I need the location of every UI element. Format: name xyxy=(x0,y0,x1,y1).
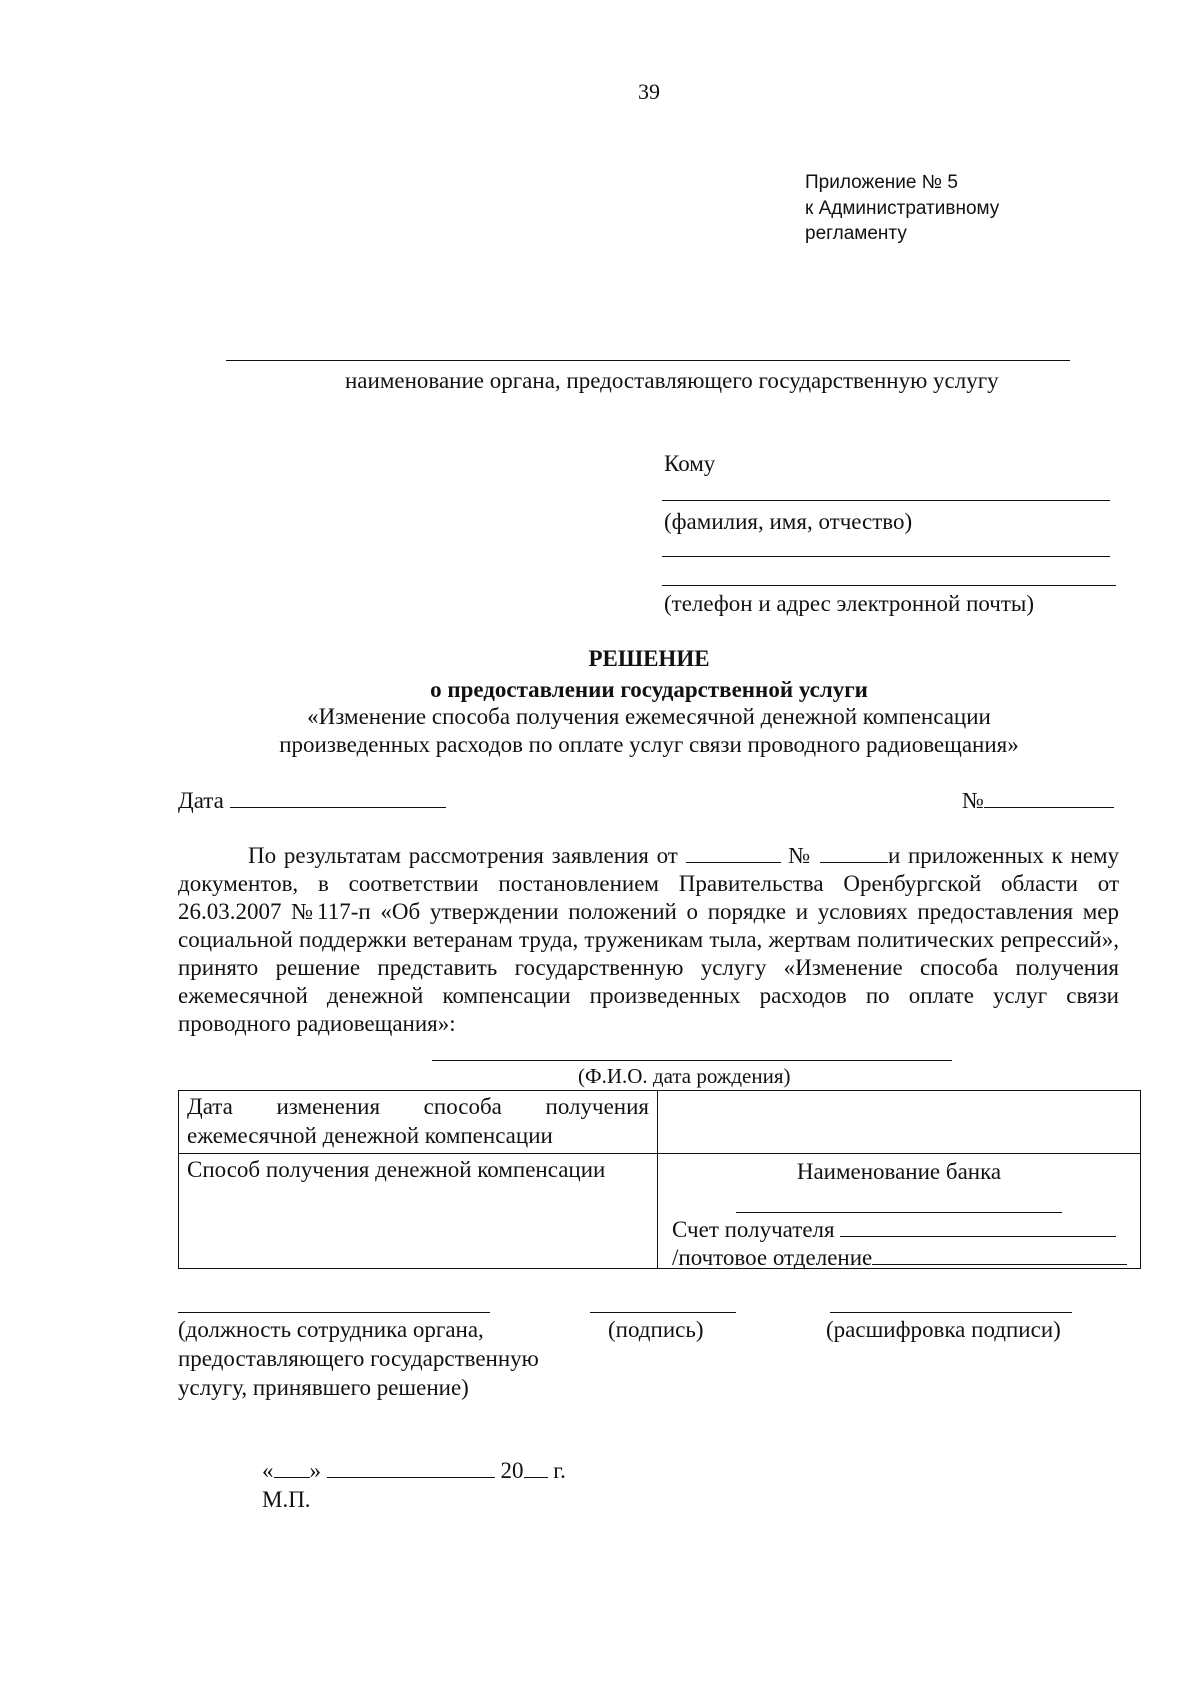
contact-line xyxy=(662,585,1116,586)
number-field xyxy=(962,787,1114,816)
method-value xyxy=(658,1153,1141,1268)
appendix-line-3: регламенту xyxy=(805,223,907,245)
recipient-line xyxy=(662,500,1110,501)
application-number-sign: № xyxy=(788,843,813,868)
transcript-line xyxy=(830,1312,1072,1313)
body-text-part-2: и приложенных к нему документов, в соответствии постановлением Правительства Оренбургской области от 26.03.2007 №117-п «Об утверждении положений о порядке и условиях предоставления мер социальной поддержки ветеранам труда, труженикам тыла, жертвам политических репрессий», принято решение представить государственную услугу «Изменение способа получения ежемесячной денежной компенсации произведенных расходов по оплате услуг связи проводного радиовещания»: xyxy=(178,843,1120,1037)
post-office-field xyxy=(672,1244,1127,1273)
application-date-blank xyxy=(686,842,781,863)
service-name-line-2: произведенных расходов по оплате услуг связи проводного радиовещания» xyxy=(279,732,1019,757)
recipient-line-2 xyxy=(662,556,1110,557)
organ-caption: наименование органа, предоставляющего государственную услугу xyxy=(345,368,999,393)
fio-dob-caption: (Ф.И.О. дата рождения) xyxy=(578,1064,791,1088)
signature-caption: (подпись) xyxy=(608,1317,704,1342)
document-subtitle: о предоставлении государственной услуги xyxy=(430,677,868,702)
table-row xyxy=(179,1091,1141,1154)
position-caption: (должность сотрудника органа, предоставляющего государственную услугу, принявшего решение) xyxy=(178,1317,539,1400)
bank-name-line xyxy=(736,1212,1062,1213)
organ-name-line xyxy=(226,360,1070,361)
number-label: № xyxy=(962,788,984,813)
appendix-line-2: к Административному xyxy=(805,197,1000,219)
footer-year-blank xyxy=(524,1457,548,1478)
change-date-value xyxy=(658,1091,1141,1154)
footer-day-blank xyxy=(274,1457,310,1478)
post-office-blank xyxy=(872,1244,1127,1265)
account-label: Счет получателя xyxy=(672,1216,835,1242)
stamp-label: М.П. xyxy=(262,1487,311,1512)
body-paragraph xyxy=(178,842,1119,1038)
position-line xyxy=(178,1312,490,1313)
fio-dob-line xyxy=(432,1060,952,1061)
recipient-label: Кому xyxy=(664,451,716,476)
page-number: 39 xyxy=(638,79,660,104)
number-blank xyxy=(984,787,1114,808)
footer-year-suffix: г. xyxy=(553,1458,566,1483)
footer-year-prefix: 20 xyxy=(500,1458,524,1483)
appendix-block xyxy=(805,170,999,247)
bank-name-label: Наименование банка xyxy=(796,1158,1002,1184)
account-blank xyxy=(840,1216,1116,1237)
date-field xyxy=(178,787,446,816)
footer-month-blank xyxy=(327,1457,495,1478)
fio-caption: (фамилия, имя, отчество) xyxy=(664,509,913,534)
post-office-label: /почтовое отделение xyxy=(672,1244,873,1270)
footer-open-quote: « xyxy=(262,1458,274,1483)
account-field xyxy=(672,1216,1116,1245)
method-label: Способ получения денежной компенсации xyxy=(179,1153,658,1268)
appendix-line-1: Приложение № 5 xyxy=(805,172,958,193)
contact-caption: (телефон и адрес электронной почты) xyxy=(664,591,1035,616)
footer-date xyxy=(262,1457,566,1486)
application-number-blank xyxy=(820,842,888,863)
compensation-table xyxy=(178,1090,1141,1269)
body-text-part-1: По результатам рассмотрения заявления от xyxy=(248,843,678,868)
table-row xyxy=(179,1153,1141,1268)
footer-close-quote: » xyxy=(309,1458,321,1483)
document-title: РЕШЕНИЕ xyxy=(588,646,710,671)
service-name-line-1: «Изменение способа получения ежемесячной денежной компенсации xyxy=(307,704,991,729)
transcript-caption: (расшифровка подписи) xyxy=(826,1317,1061,1342)
signature-line xyxy=(590,1312,736,1313)
date-blank xyxy=(230,787,446,808)
change-date-label: Дата изменения способа получения ежемесячной денежной компенсации xyxy=(179,1091,658,1154)
date-label: Дата xyxy=(178,788,224,813)
